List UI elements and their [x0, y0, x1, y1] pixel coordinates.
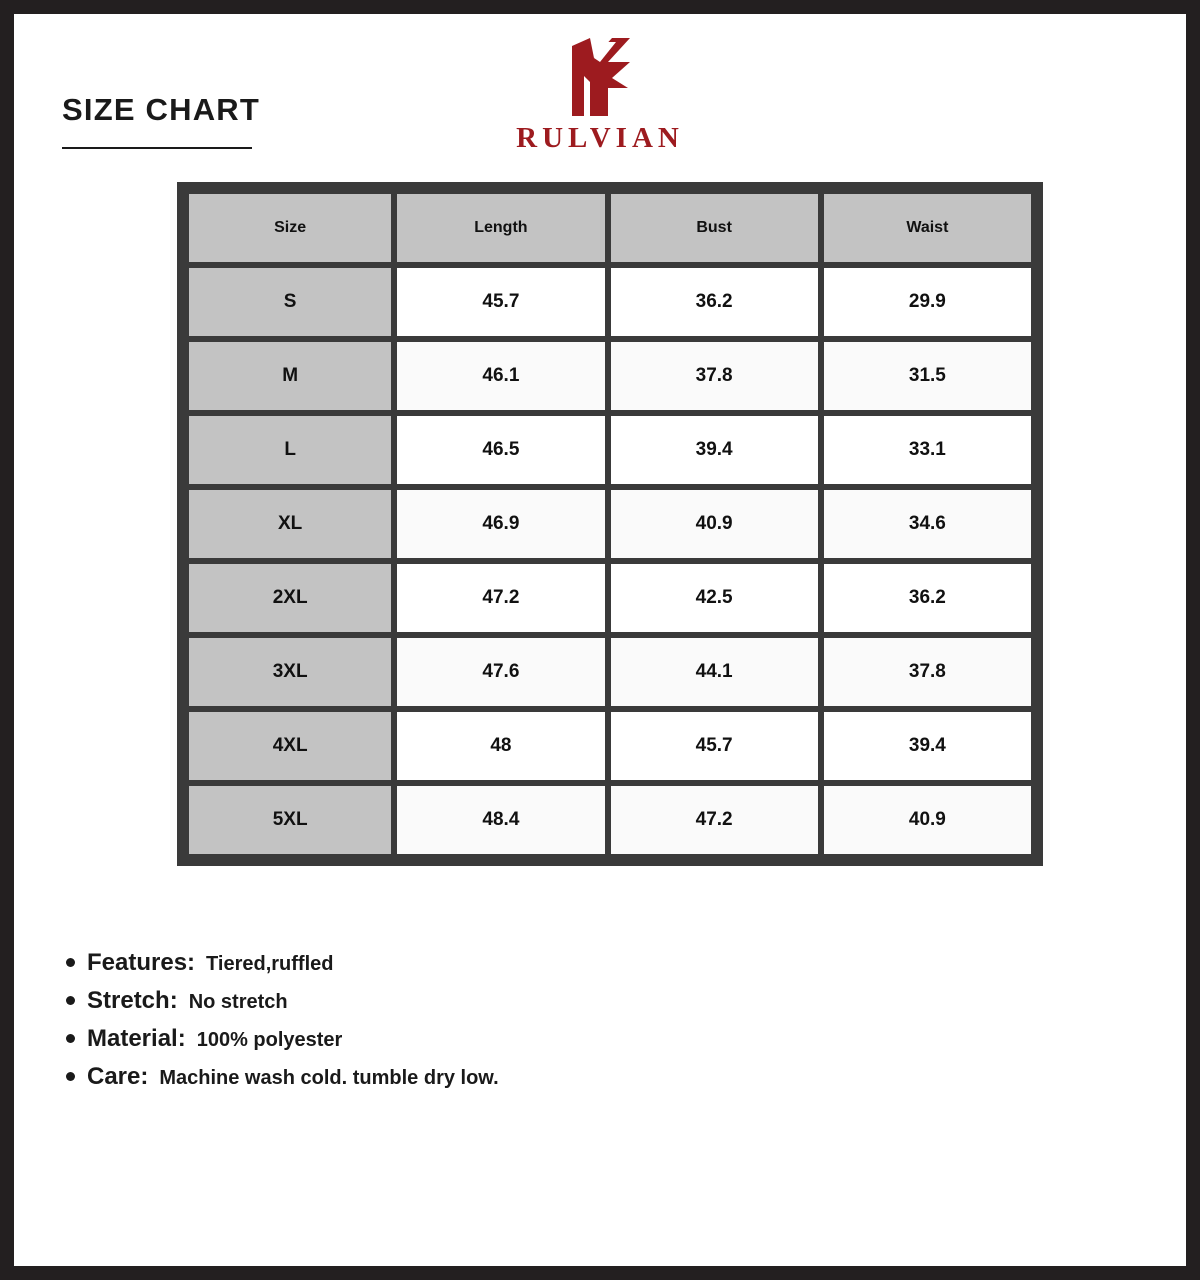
header — [14, 14, 1186, 174]
note-label-stretch: Stretch: — [87, 987, 178, 1014]
table-row — [189, 268, 1031, 336]
bullet-icon — [66, 1034, 75, 1043]
table-row — [189, 490, 1031, 558]
table-header-row — [189, 194, 1031, 262]
cell-length: 46.1 — [397, 342, 604, 410]
list-item — [66, 949, 1106, 977]
cell-size: XL — [189, 490, 391, 558]
cell-waist: 40.9 — [824, 786, 1031, 854]
cell-size: 4XL — [189, 712, 391, 780]
cell-length: 48.4 — [397, 786, 604, 854]
cell-length: 47.6 — [397, 638, 604, 706]
bullet-icon — [66, 1072, 75, 1081]
cell-length: 48 — [397, 712, 604, 780]
note-value-material: 100% polyester — [196, 1029, 343, 1051]
cell-bust: 36.2 — [611, 268, 818, 336]
brand-block — [14, 36, 1186, 155]
note-value-stretch: No stretch — [188, 991, 288, 1013]
list-item — [66, 1063, 1106, 1091]
note-value-care: Machine wash cold. tumble dry low. — [159, 1067, 499, 1089]
cell-waist: 37.8 — [824, 638, 1031, 706]
list-item — [66, 987, 1106, 1015]
table-row — [189, 786, 1031, 854]
cell-waist: 31.5 — [824, 342, 1031, 410]
cell-size: 2XL — [189, 564, 391, 632]
note-label-material: Material: — [87, 1025, 186, 1052]
table-row — [189, 342, 1031, 410]
table-row — [189, 564, 1031, 632]
table-row — [189, 712, 1031, 780]
cell-size: S — [189, 268, 391, 336]
cell-bust: 47.2 — [611, 786, 818, 854]
table-row — [189, 416, 1031, 484]
note-value-features: Tiered,ruffled — [206, 953, 334, 975]
size-table — [177, 182, 1043, 866]
bullet-icon — [66, 958, 75, 967]
cell-waist: 34.6 — [824, 490, 1031, 558]
page-title: SIZE CHART — [62, 92, 260, 127]
cell-length: 46.5 — [397, 416, 604, 484]
rulvian-monogram-icon — [550, 36, 650, 118]
table-row — [189, 638, 1031, 706]
cell-length: 45.7 — [397, 268, 604, 336]
cell-size: L — [189, 416, 391, 484]
cell-size: 3XL — [189, 638, 391, 706]
cell-bust: 42.5 — [611, 564, 818, 632]
cell-size: 5XL — [189, 786, 391, 854]
note-label-care: Care: — [87, 1063, 149, 1090]
cell-length: 46.9 — [397, 490, 604, 558]
bullet-icon — [66, 996, 75, 1005]
cell-waist: 33.1 — [824, 416, 1031, 484]
cell-waist: 36.2 — [824, 564, 1031, 632]
cell-bust: 40.9 — [611, 490, 818, 558]
column-header-length: Length — [397, 194, 604, 262]
note-label-features: Features: — [87, 949, 196, 976]
column-header-size: Size — [189, 194, 391, 262]
brand-name: RULVIAN — [516, 122, 684, 154]
cell-bust: 39.4 — [611, 416, 818, 484]
cell-bust: 45.7 — [611, 712, 818, 780]
column-header-bust: Bust — [611, 194, 818, 262]
cell-length: 47.2 — [397, 564, 604, 632]
table-header — [189, 194, 1031, 262]
page-inner — [14, 14, 1186, 1266]
list-item — [66, 1025, 1106, 1053]
column-header-waist: Waist — [824, 194, 1031, 262]
cell-bust: 37.8 — [611, 342, 818, 410]
table-body — [189, 268, 1031, 854]
cell-bust: 44.1 — [611, 638, 818, 706]
cell-waist: 29.9 — [824, 268, 1031, 336]
cell-size: M — [189, 342, 391, 410]
notes-list — [66, 949, 1106, 1101]
size-table-wrapper — [177, 182, 1043, 866]
cell-waist: 39.4 — [824, 712, 1031, 780]
